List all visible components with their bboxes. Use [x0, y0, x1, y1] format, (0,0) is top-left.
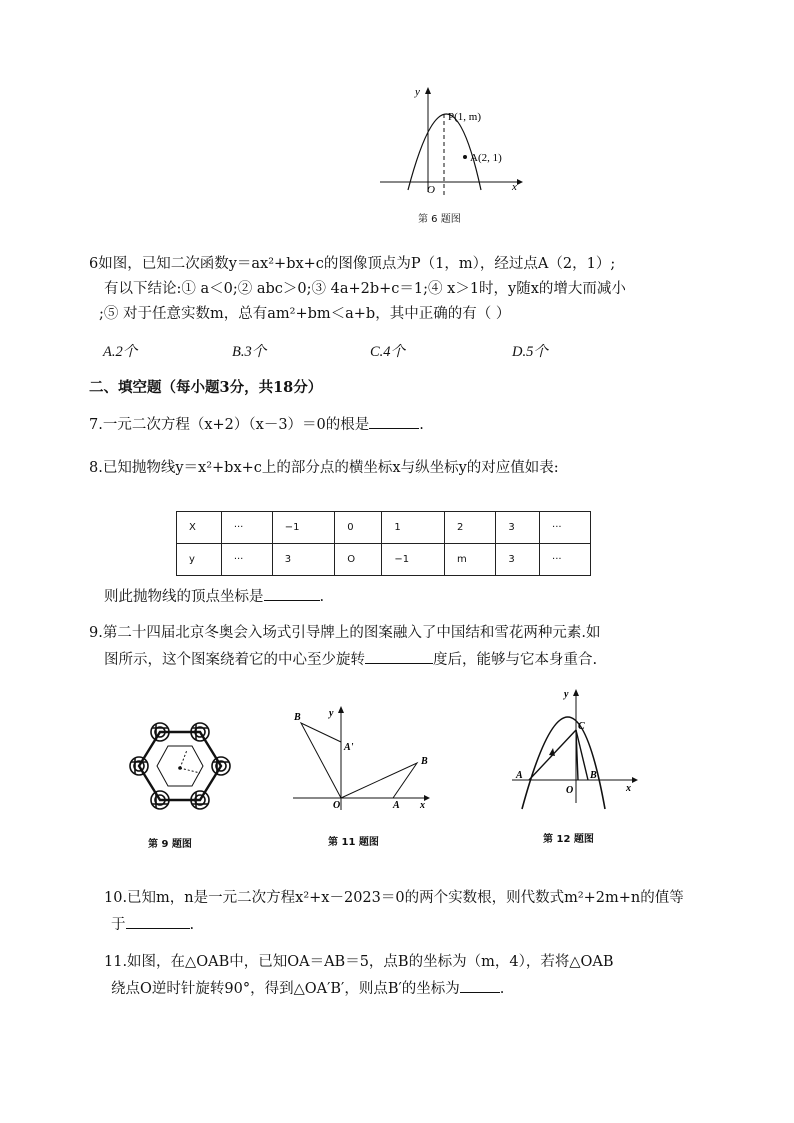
q10-line2-text: 于: [111, 917, 126, 933]
q8-after: 则此抛物线的顶点坐标是 .: [104, 586, 324, 607]
fig6-y-label: y: [415, 86, 420, 98]
q6-line2: 有以下结论:① a＜0;② abc＞0;③ 4a+2b+c＝1;④ x＞1时，y随x的增大而减小: [104, 281, 626, 297]
fig12-b-label: B: [590, 770, 597, 781]
fig11-caption: 第 11 题图: [328, 837, 379, 848]
table-cell: ···: [221, 512, 272, 544]
table-cell: 3: [496, 544, 540, 576]
fig11-a-prime-label: A': [344, 742, 354, 753]
fig11-a-label: A: [393, 800, 400, 811]
q6-option-b: B.3个: [232, 344, 267, 360]
q11-line2-text: 绕点O逆时针旋转90°，得到△OA′B′，则点B′的坐标为: [111, 981, 460, 997]
q6-option-c: C.4个: [370, 344, 406, 360]
q6-option-d: D.5个: [512, 344, 548, 360]
q6-line3: ;⑤ 对于任意实数m，总有am²+bm＜a+b，其中正确的有（ ）: [99, 306, 511, 322]
fig12-o-label: O: [566, 785, 574, 796]
fig11-y-label: y: [329, 708, 334, 719]
q7-text: 7.一元二次方程（x+2）（x－3）＝0的根是: [89, 417, 370, 433]
figure-6-graph: [375, 82, 535, 197]
fig12-c-label: C: [578, 721, 585, 732]
fig6-a-label: A(2, 1): [470, 152, 502, 164]
q10-line2: 于 .: [111, 914, 194, 935]
fig6-p-label: P(1, m): [448, 111, 481, 123]
table-row-x: [177, 512, 591, 544]
figure-9-knot-pattern: [125, 718, 235, 813]
q9-line2b: 度后，能够与它本身重合.: [433, 652, 598, 668]
fig11-o-label: O: [333, 800, 341, 811]
table-cell: y: [177, 544, 222, 576]
fig11-b-label: B: [421, 756, 428, 767]
fig12-x-label: x: [626, 783, 631, 794]
table-cell: 1: [382, 512, 445, 544]
q6-line1: 6如图，已知二次函数y＝ax²+bx+c的图像顶点为P（1，m），经过点A（2，1）;: [89, 256, 616, 272]
table-cell: ···: [540, 512, 591, 544]
table-row-y: [177, 544, 591, 576]
fig6-o-label: O: [427, 184, 435, 196]
q9-answer-blank: [365, 649, 433, 664]
table-cell: m: [445, 544, 496, 576]
table-cell: 0: [335, 512, 382, 544]
fig11-x-label: x: [420, 800, 425, 811]
fig11-b-prime-label: B: [294, 712, 301, 723]
table-cell: O: [335, 544, 382, 576]
q11-line2: 绕点O逆时针旋转90°，得到△OA′B′，则点B′的坐标为 .: [111, 978, 504, 999]
table-cell: 3: [496, 512, 540, 544]
table-cell: ···: [221, 544, 272, 576]
q11-line1: 11.如图，在△OAB中，已知OA＝AB＝5，点B的坐标为（m，4），若将△OAB: [104, 954, 614, 970]
fig6-x-label: x: [512, 181, 517, 193]
q7-line: 7.一元二次方程（x+2）（x－3）＝0的根是 .: [89, 414, 424, 435]
fig12-caption: 第 12 题图: [543, 834, 594, 845]
q9-line2: [104, 649, 597, 670]
table-cell: −1: [382, 544, 445, 576]
q10-line1: 10.已知m，n是一元二次方程x²+x－2023＝0的两个实数根，则代数式m²+2m+n的值等: [104, 890, 684, 906]
q8-value-table: [176, 511, 591, 576]
table-cell: X: [177, 512, 222, 544]
q10-answer-blank: [126, 914, 190, 929]
table-cell: −1: [272, 512, 335, 544]
q8-after-text: 则此抛物线的顶点坐标是: [104, 589, 264, 605]
table-cell: 2: [445, 512, 496, 544]
q6-option-a: A.2个: [103, 344, 138, 360]
fig12-a-label: A: [516, 770, 523, 781]
q7-answer-blank: [369, 414, 419, 429]
q8-intro: 8.已知抛物线y＝x²+bx+c上的部分点的横坐标x与纵坐标y的对应值如表:: [89, 460, 559, 476]
section-2-heading: 二、填空题（每小题3分，共18分）: [89, 379, 323, 396]
fig6-caption: 第 6 题图: [418, 214, 461, 225]
q11-answer-blank: [460, 978, 500, 993]
figure-11-triangle-rotation: [285, 700, 435, 815]
q9-line2a: 图所示，这个图案绕着它的中心至少旋转: [104, 652, 365, 668]
table-cell: ···: [540, 544, 591, 576]
figure-12-parabola: [508, 685, 643, 810]
fig9-caption: 第 9 题图: [148, 839, 192, 850]
table-cell: 3: [272, 544, 335, 576]
q8-answer-blank: [264, 586, 320, 601]
fig12-y-label: y: [564, 689, 569, 700]
q9-line1: 9.第二十四届北京冬奥会入场式引导牌上的图案融入了中国结和雪花两种元素.如: [89, 625, 601, 641]
